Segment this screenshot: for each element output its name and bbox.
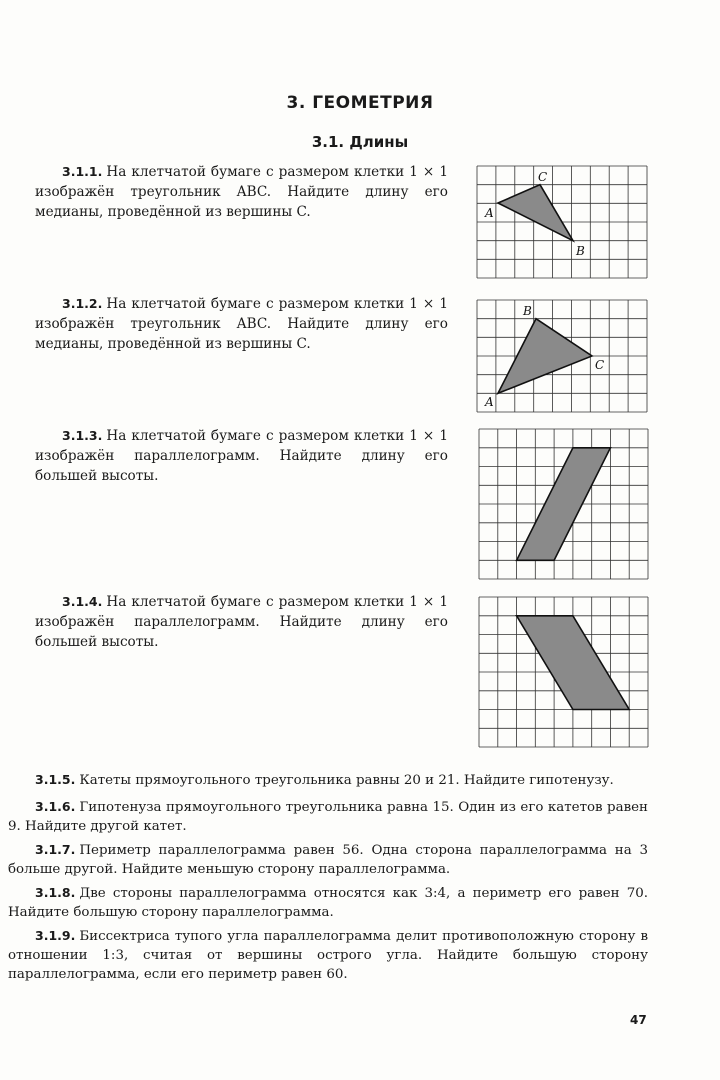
problem-text: Периметр параллелограмма равен 56. Одна сторона параллелограмма на 3 больше другой. Найдите меньшую сторону параллелограмма. [8,843,648,877]
problem-3-1-3 [35,426,448,486]
problem-3-1-8 [8,883,648,922]
problem-3-1-6 [8,797,648,836]
problem-number: 3.1.9. [35,928,76,943]
problem-text: На клетчатой бумаге с размером клетки 1 × 1 изображён параллелограмм. Найдите длину его большей высоты. [35,594,448,650]
problem-3-1-9 [8,926,648,984]
figure-3-1-3 [478,428,650,580]
problem-number: 3.1.8. [35,885,76,900]
page-number: 47 [630,1013,647,1027]
problem-text: На клетчатой бумаге с размером клетки 1 × 1 изображён треугольник ABC. Найдите длину его медианы, проведённой из вершины C. [35,296,448,352]
problem-number: 3.1.6. [35,799,76,814]
problem-text: На клетчатой бумаге с размером клетки 1 × 1 изображён треугольник ABC. Найдите длину его медианы, проведённой из вершины C. [35,164,448,220]
problem-3-1-4 [35,592,448,652]
vertex-label-c: C [595,358,605,372]
section-title: 3.1. Длины [311,133,409,151]
problem-3-1-1 [35,162,448,222]
vertex-label-b: B [523,304,532,318]
vertex-label-a: A [485,395,494,409]
vertex-label-a: A [485,206,494,220]
problem-number: 3.1.5. [35,772,76,787]
problem-number: 3.1.2. [62,296,103,311]
problem-3-1-2 [35,294,448,354]
problem-number: 3.1.1. [62,164,103,179]
problem-number: 3.1.7. [35,842,76,857]
problem-text: Две стороны параллелограмма относятся как 3:4, а периметр его равен 70. Найдите большую сторону параллелограмма. [8,886,648,920]
vertex-label-b: B [576,244,585,258]
vertex-label-c: C [538,170,548,184]
chapter-title: 3. ГЕОМЕТРИЯ [286,93,434,113]
problem-3-1-7 [8,840,648,879]
problem-text: Гипотенуза прямоугольного треугольника равна 15. Один из его катетов равен 9. Найдите другой катет. [8,800,648,834]
parallelogram-shape [517,616,630,710]
figure-3-1-2 [476,299,651,414]
figure-3-1-4 [478,596,650,748]
triangle-shape [498,185,573,241]
problem-number: 3.1.3. [62,428,103,443]
problem-number: 3.1.4. [62,594,103,609]
figure-3-1-1 [476,165,651,280]
problem-3-1-5 [8,770,648,790]
problem-text: На клетчатой бумаге с размером клетки 1 × 1 изображён параллелограмм. Найдите длину его большей высоты. [35,428,448,484]
problem-text: Катеты прямоугольного треугольника равны 20 и 21. Найдите гипотенузу. [79,773,614,788]
problem-text: Биссектриса тупого угла параллелограмма делит противоположную сторону в отношении 1:3, считая от вершины острого угла. Найдите большую сторону параллелограмма, если его периметр равен 60. [8,929,648,982]
